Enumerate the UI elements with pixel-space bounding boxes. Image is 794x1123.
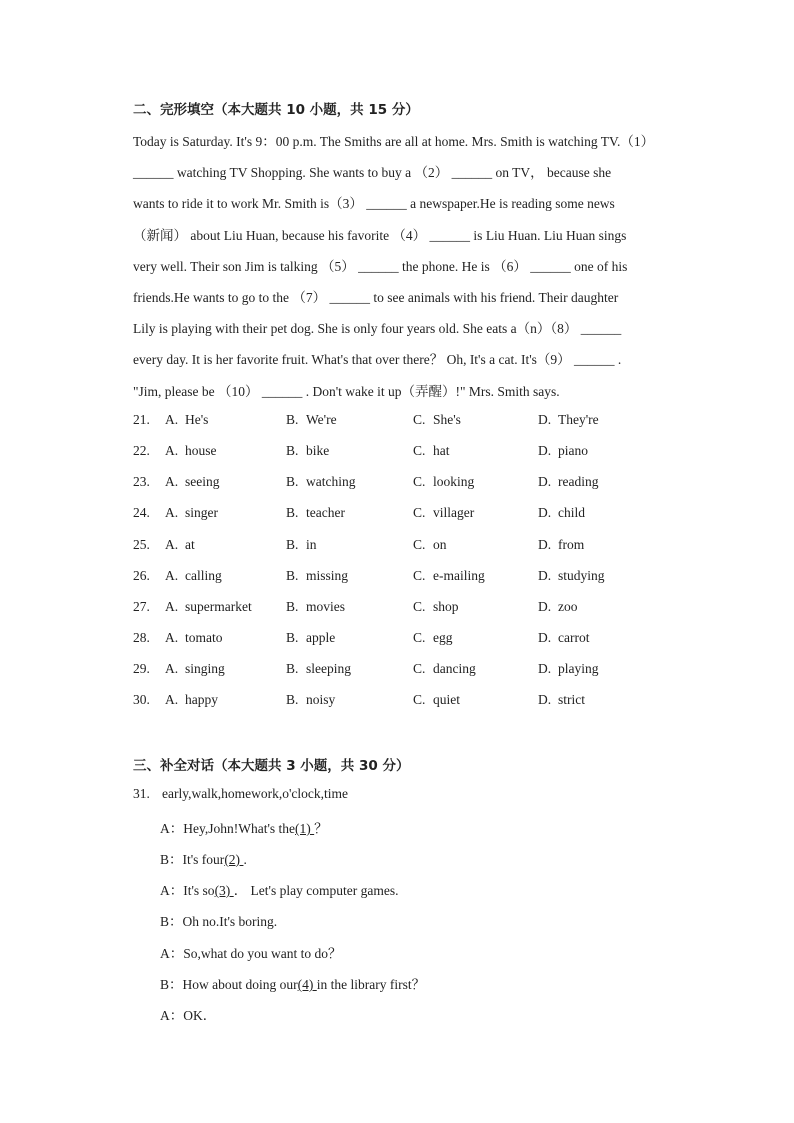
option-text: zoo xyxy=(558,599,578,614)
dialogue-text: ． Let's play computer games. xyxy=(233,883,399,898)
option-letter: A. xyxy=(165,537,179,552)
option-text: happy xyxy=(185,692,218,707)
option-letter: A. xyxy=(165,661,179,676)
question-row xyxy=(133,505,693,525)
option-text: seeing xyxy=(185,474,220,489)
dialogue-text: B：How about doing our xyxy=(160,977,298,992)
option-letter: B. xyxy=(286,599,299,614)
answer-option[interactable] xyxy=(165,630,223,646)
question-row xyxy=(133,412,693,432)
answer-option[interactable] xyxy=(165,537,195,553)
answer-option[interactable] xyxy=(165,474,220,490)
option-text: from xyxy=(558,537,585,552)
option-text: hat xyxy=(433,443,450,458)
answer-option[interactable] xyxy=(286,474,356,490)
answer-option[interactable] xyxy=(286,505,345,521)
dialogue-text: in the library first？ xyxy=(316,977,426,992)
answer-option[interactable] xyxy=(538,443,588,459)
option-letter: D. xyxy=(538,505,552,520)
question-row xyxy=(133,630,693,650)
answer-option[interactable] xyxy=(538,630,589,646)
option-letter: B. xyxy=(286,692,299,707)
dialogue-line xyxy=(160,1004,216,1024)
option-text: shop xyxy=(433,599,459,614)
option-letter: B. xyxy=(286,537,299,552)
answer-option[interactable] xyxy=(165,661,225,677)
option-letter: C. xyxy=(413,412,426,427)
passage-line: friends.He wants to go to the （7） ______ to see animals with his friend. Their daughter xyxy=(133,290,619,305)
question-number: 25. xyxy=(133,537,150,552)
option-text: looking xyxy=(433,474,475,489)
option-letter: C. xyxy=(413,505,426,520)
dialogue-text: A：So,what do you want to do？ xyxy=(160,946,342,961)
passage-line: （新闻） about Liu Huan, because his favorite （4） ______ is Liu Huan. Liu Huan sings xyxy=(133,228,627,243)
answer-option[interactable] xyxy=(286,537,317,553)
option-text: piano xyxy=(558,443,588,458)
option-text: reading xyxy=(558,474,599,489)
dialogue-text: ？ xyxy=(314,821,328,836)
answer-option[interactable] xyxy=(165,568,222,584)
option-text: villager xyxy=(433,505,475,520)
answer-option[interactable] xyxy=(538,568,605,584)
option-letter: D. xyxy=(538,599,552,614)
option-letter: A. xyxy=(165,474,179,489)
option-letter: A. xyxy=(165,599,179,614)
option-letter: D. xyxy=(538,692,552,707)
option-letter: D. xyxy=(538,443,552,458)
option-text: movies xyxy=(306,599,345,614)
option-letter: D. xyxy=(538,568,552,583)
option-text: supermarket xyxy=(185,599,252,614)
dialogue-text: B：It's four xyxy=(160,852,225,867)
option-letter: B. xyxy=(286,505,299,520)
question-row xyxy=(133,599,693,619)
option-text: watching xyxy=(306,474,356,489)
option-text: noisy xyxy=(306,692,336,707)
answer-option[interactable] xyxy=(165,692,218,708)
option-text: We're xyxy=(306,412,337,427)
dialogue-text: A：OK． xyxy=(160,1008,217,1023)
option-letter: C. xyxy=(413,474,426,489)
option-text: at xyxy=(185,537,195,552)
question-number: 28. xyxy=(133,630,150,645)
fill-blank[interactable]: (2) xyxy=(224,852,244,867)
option-text: e-mailing xyxy=(433,568,485,583)
answer-option[interactable] xyxy=(165,599,252,615)
answer-option[interactable] xyxy=(413,474,474,490)
answer-option[interactable] xyxy=(538,505,585,521)
answer-option[interactable] xyxy=(413,692,460,708)
option-letter: C. xyxy=(413,630,426,645)
answer-option[interactable] xyxy=(286,599,345,615)
answer-option[interactable] xyxy=(413,537,447,553)
passage-line: very well. Their son Jim is talking （5） ______ the phone. He is （6） ______ one of his xyxy=(133,259,628,274)
answer-option[interactable] xyxy=(165,443,217,459)
dialogue-text: . xyxy=(243,852,247,867)
dialogue-line xyxy=(160,848,247,868)
answer-option[interactable] xyxy=(538,661,599,677)
answer-option[interactable] xyxy=(413,630,453,646)
question-row xyxy=(133,474,693,494)
dialogue-line xyxy=(160,879,398,899)
option-text: He's xyxy=(185,412,209,427)
answer-option[interactable] xyxy=(286,661,351,677)
option-letter: C. xyxy=(413,443,426,458)
question-number: 31. xyxy=(133,786,150,801)
option-letter: D. xyxy=(538,661,552,676)
option-letter: D. xyxy=(538,537,552,552)
section-3-title: 三、补全对话（本大题共 3 小题，共 30 分） xyxy=(133,758,410,774)
option-letter: D. xyxy=(538,474,552,489)
option-letter: A. xyxy=(165,568,179,583)
dialogue-line xyxy=(160,817,328,837)
option-text: house xyxy=(185,443,217,458)
option-text: sleeping xyxy=(306,661,351,676)
answer-option[interactable] xyxy=(165,505,218,521)
answer-option[interactable] xyxy=(538,692,585,708)
option-text: singing xyxy=(185,661,225,676)
option-letter: A. xyxy=(165,412,179,427)
option-letter: C. xyxy=(413,537,426,552)
answer-option[interactable] xyxy=(538,412,599,428)
option-text: apple xyxy=(306,630,336,645)
option-text: strict xyxy=(558,692,585,707)
option-text: carrot xyxy=(558,630,590,645)
answer-option[interactable] xyxy=(165,412,208,428)
option-text: playing xyxy=(558,661,599,676)
fill-blank[interactable]: (4) xyxy=(297,977,317,992)
option-text: quiet xyxy=(433,692,460,707)
dialogue-text: B：Oh no.It's boring. xyxy=(160,914,278,929)
option-letter: C. xyxy=(413,568,426,583)
option-letter: C. xyxy=(413,692,426,707)
dialogue-line xyxy=(160,942,342,962)
passage-line: every day. It is her favorite fruit. What's that over there？ Oh, It's a cat. It's（9） ______ . xyxy=(133,352,622,367)
option-letter: C. xyxy=(413,661,426,676)
question-number: 22. xyxy=(133,443,150,458)
question-row xyxy=(133,692,693,712)
dialogue-text: A：It's so xyxy=(160,883,215,898)
question-number: 21. xyxy=(133,412,150,427)
option-text: singer xyxy=(185,505,218,520)
question-number: 30. xyxy=(133,692,150,707)
answer-option[interactable] xyxy=(413,412,461,428)
option-letter: B. xyxy=(286,474,299,489)
answer-option[interactable] xyxy=(538,599,578,615)
passage-line: "Jim, please be （10） ______ . Don't wake it up（弄醒）!" Mrs. Smith says. xyxy=(133,384,560,399)
answer-option[interactable] xyxy=(413,568,485,584)
passage-line: Today is Saturday. It's 9：00 p.m. The Smiths are all at home. Mrs. Smith is watching TV.（1） xyxy=(133,134,655,149)
option-text: She's xyxy=(433,412,461,427)
answer-option[interactable] xyxy=(286,630,335,646)
option-letter: A. xyxy=(165,630,179,645)
answer-option[interactable] xyxy=(413,599,459,615)
question-row xyxy=(133,537,693,557)
option-letter: D. xyxy=(538,630,552,645)
answer-option[interactable] xyxy=(413,661,476,677)
dialogue-line xyxy=(160,973,425,993)
fill-blank[interactable]: (3) xyxy=(214,883,234,898)
option-text: bike xyxy=(306,443,330,458)
option-letter: D. xyxy=(538,412,552,427)
option-text: egg xyxy=(433,630,453,645)
answer-option[interactable] xyxy=(286,443,329,459)
dialogue-text: A：Hey,John!What's the xyxy=(160,821,296,836)
answer-option[interactable] xyxy=(286,692,335,708)
answer-option[interactable] xyxy=(286,568,348,584)
question-number: 29. xyxy=(133,661,150,676)
question-number: 27. xyxy=(133,599,150,614)
word-bank: early,walk,homework,o'clock,time xyxy=(162,786,348,801)
option-letter: A. xyxy=(165,692,179,707)
option-letter: B. xyxy=(286,412,299,427)
question-number: 23. xyxy=(133,474,150,489)
option-letter: B. xyxy=(286,661,299,676)
option-letter: B. xyxy=(286,443,299,458)
option-text: on xyxy=(433,537,447,552)
option-text: child xyxy=(558,505,585,520)
answer-option[interactable] xyxy=(538,474,598,490)
passage-line: ______ watching TV Shopping. She wants to buy a （2） ______ on TV， because she xyxy=(133,165,612,180)
answer-option[interactable] xyxy=(413,505,474,521)
question-number: 24. xyxy=(133,505,150,520)
option-text: calling xyxy=(185,568,222,583)
answer-option[interactable] xyxy=(538,537,584,553)
option-letter: A. xyxy=(165,443,179,458)
dialogue-line xyxy=(160,910,277,930)
option-letter: B. xyxy=(286,630,299,645)
question-row xyxy=(133,568,693,588)
option-text: dancing xyxy=(433,661,476,676)
option-text: studying xyxy=(558,568,605,583)
passage-line: wants to ride it to work Mr. Smith is（3） ______ a newspaper.He is reading some news xyxy=(133,196,615,211)
option-letter: A. xyxy=(165,505,179,520)
question-row xyxy=(133,661,693,681)
question-row xyxy=(133,443,693,463)
passage-line: Lily is playing with their pet dog. She is only four years old. She eats a（n）（8） ______ xyxy=(133,321,622,336)
answer-option[interactable] xyxy=(286,412,337,428)
answer-option[interactable] xyxy=(413,443,450,459)
option-text: They're xyxy=(558,412,599,427)
option-text: tomato xyxy=(185,630,223,645)
option-text: teacher xyxy=(306,505,345,520)
option-letter: C. xyxy=(413,599,426,614)
option-text: in xyxy=(306,537,317,552)
option-letter: B. xyxy=(286,568,299,583)
question-number: 26. xyxy=(133,568,150,583)
section-2-title: 二、完形填空（本大题共 10 小题，共 15 分） xyxy=(133,102,419,118)
option-text: missing xyxy=(306,568,349,583)
fill-blank[interactable]: (1) xyxy=(295,821,315,836)
